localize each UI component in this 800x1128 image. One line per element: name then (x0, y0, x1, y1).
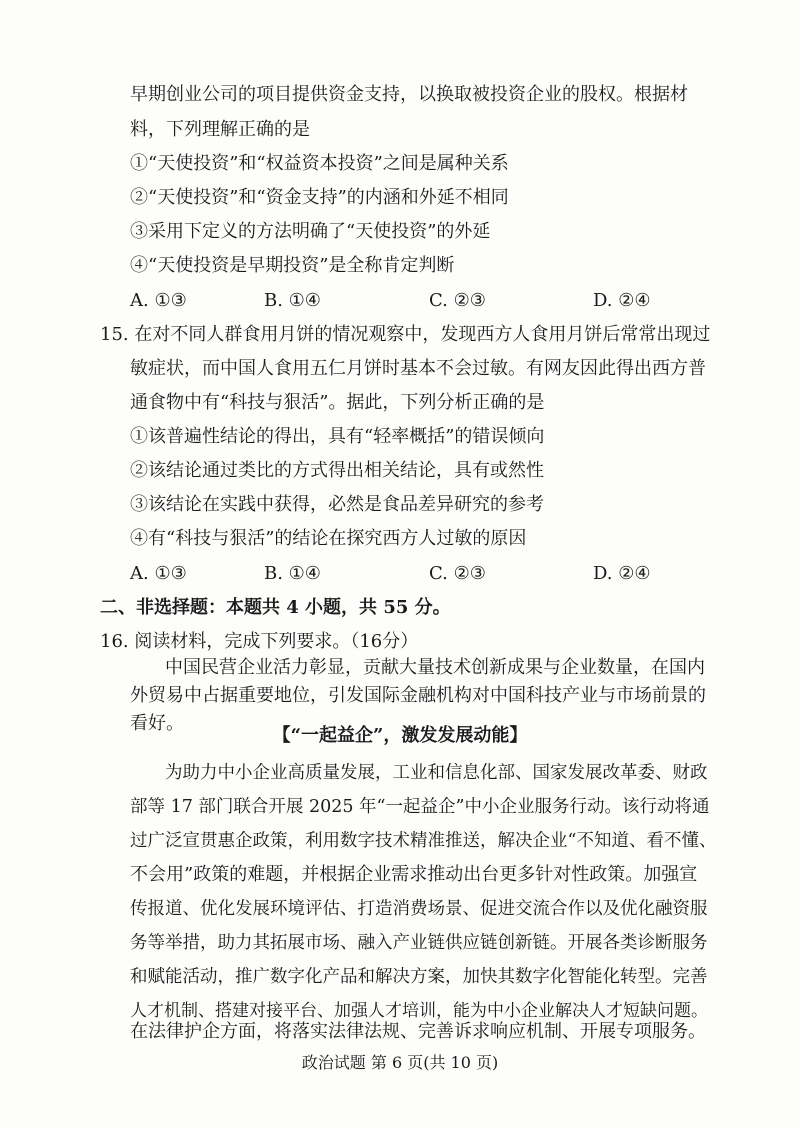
q15-item-3: ③该结论在实践中获得，必然是食品差异研究的参考 (130, 494, 544, 515)
q16-para2-line-8: 人才机制、搭建对接平台、加强人才培训，能为中小企业解决人才短缺问题。 (130, 1001, 708, 1021)
q14-option-b: B. ①④ (264, 290, 321, 311)
q14-item-3: ③采用下定义的方法明确了“天使投资”的外延 (130, 221, 491, 242)
q16-para2-line-2: 部等 17 部门联合开展 2025 年“一起益企”中小企业服务行动。该行动将通 (130, 797, 710, 817)
q16-para2-line-7: 和赋能活动，推广数字化产品和解决方案，加快其数字化智能化转型。完善 (130, 967, 708, 987)
q15-stem-line-1: 15. 在对不同人群食用月饼的情况观察中，发现西方人食用月饼后常常出现过 (100, 324, 711, 345)
section-heading: 二、非选择题：本题共 4 小题，共 55 分。 (100, 597, 451, 618)
q14-item-1: ①“天使投资”和“权益资本投资”之间是属种关系 (130, 153, 509, 174)
q16-para2-line-1: 为助力中小企业高质量发展，工业和信息化部、国家发展改革委、财政 (165, 763, 708, 783)
q14-option-a: A. ①③ (130, 290, 187, 311)
q15-item-1: ①该普遍性结论的得出，具有“轻率概括”的错误倾向 (130, 426, 545, 447)
q16-para1-line-1: 中国民营企业活力彰显，贡献大量技术创新成果与企业数量，在国内 (165, 657, 705, 678)
material-box-title: 【“一起益企”，激发发展动能】 (272, 725, 528, 746)
q14-stem-line-1: 早期创业公司的项目提供资金支持，以换取被投资企业的股权。根据材 (130, 84, 688, 105)
q14-item-2: ②“天使投资”和“资金支持”的内涵和外延不相同 (130, 187, 509, 208)
page-footer: 政治试题 第 6 页(共 10 页) (301, 1053, 499, 1072)
q16-para2-line-4: 不会用”政策的难题，并根据企业需求推动出台更多针对性政策。加强宣 (130, 864, 698, 885)
q15-option-a: A. ①③ (130, 563, 187, 584)
q15-stem-line-3: 通食物中有“科技与狠活”。据此，下列分析正确的是 (130, 392, 545, 413)
q14-option-d: D. ②④ (593, 290, 651, 311)
q14-stem-line-2: 料，下列理解正确的是 (130, 119, 310, 140)
q16-stem: 16. 阅读材料，完成下列要求。（16分） (100, 631, 419, 652)
q16-para2-line-6: 务等举措，助力其拓展市场、融入产业链供应链创新链。开展各类诊断服务 (130, 933, 708, 953)
q16-para1-line-2: 外贸易中占据重要地位，引发国际金融机构对中国科技产业与市场前景的 (130, 685, 706, 706)
q15-option-c: C. ②③ (429, 563, 486, 584)
q16-para1-line-3: 看好。 (130, 713, 184, 734)
q15-stem-line-2: 敏症状，而中国人食用五仁月饼时基本不会过敏。有网友因此得出西方普 (130, 358, 706, 379)
q15-item-4: ④有“科技与狠活”的结论在探究西方人过敏的原因 (130, 528, 527, 549)
q15-option-d: D. ②④ (593, 563, 651, 584)
q16-para2-line-5: 传报道、优化发展环境评估、打造消费场景、促进交流合作以及优化融资服 (130, 899, 708, 919)
q15-option-b: B. ①④ (264, 563, 321, 584)
q15-item-2: ②该结论通过类比的方式得出相关结论，具有或然性 (130, 460, 544, 481)
q14-option-c: C. ②③ (429, 290, 486, 311)
q16-para2-line-9: 在法律护企方面，将落实法律法规、完善诉求响应机制、开展专项服务。 (130, 1021, 706, 1042)
q16-para2-line-3: 过广泛宣贯惠企政策，利用数字技术精准推送，解决企业“不知道、看不懂、 (130, 831, 717, 851)
q14-item-4: ④“天使投资是早期投资”是全称肯定判断 (130, 255, 455, 276)
